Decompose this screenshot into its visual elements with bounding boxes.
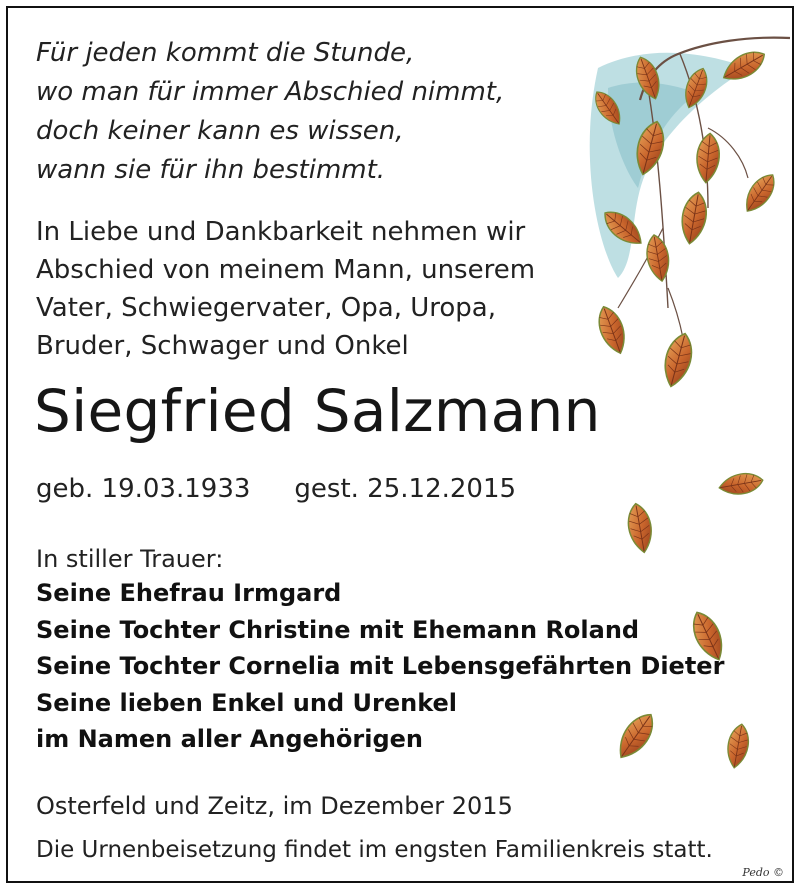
verse-line: wo man für immer Abschied nimmt, bbox=[36, 77, 505, 107]
birth-date: geb. 19.03.1933 bbox=[36, 474, 251, 504]
mourner-entry: im Namen aller Angehörigen bbox=[36, 725, 424, 753]
mourner-entry: Seine lieben Enkel und Urenkel bbox=[36, 688, 458, 717]
intro-line: Bruder, Schwager und Onkel bbox=[36, 331, 409, 361]
mourner-entry: Seine Ehefrau Irmgard bbox=[36, 579, 342, 607]
intro-line: In Liebe und Dankbarkeit nehmen wir bbox=[36, 217, 526, 247]
deceased-name: Siegfried Salzmann bbox=[34, 377, 601, 445]
obituary-card bbox=[6, 6, 794, 883]
intro-line: Vater, Schwiegervater, Opa, Uropa, bbox=[36, 293, 496, 323]
mourner-entry: Seine Tochter Christine mit Ehemann Roland bbox=[36, 615, 640, 644]
mourning-label: In stiller Trauer: bbox=[36, 545, 224, 573]
mourner-entry: Seine Tochter Cornelia mit Lebensgefährten Dieter bbox=[36, 652, 725, 680]
verse-line: Für jeden kommt die Stunde, bbox=[36, 38, 415, 68]
mourners-list bbox=[36, 575, 724, 758]
memorial-verse bbox=[36, 34, 504, 190]
verse-line: wann sie für ihn bestimmt. bbox=[36, 155, 386, 185]
life-dates bbox=[36, 472, 516, 506]
artist-credit: Pedo © bbox=[742, 866, 784, 879]
burial-note: Die Urnenbeisetzung findet im engsten Familienkreis statt. bbox=[36, 837, 713, 863]
intro-line: Abschied von meinem Mann, unserem bbox=[36, 255, 536, 285]
death-date: gest. 25.12.2015 bbox=[294, 474, 517, 504]
verse-line: doch keiner kann es wissen, bbox=[36, 116, 404, 146]
farewell-intro bbox=[36, 213, 535, 365]
place-and-date: Osterfeld und Zeitz, im Dezember 2015 bbox=[36, 792, 513, 820]
